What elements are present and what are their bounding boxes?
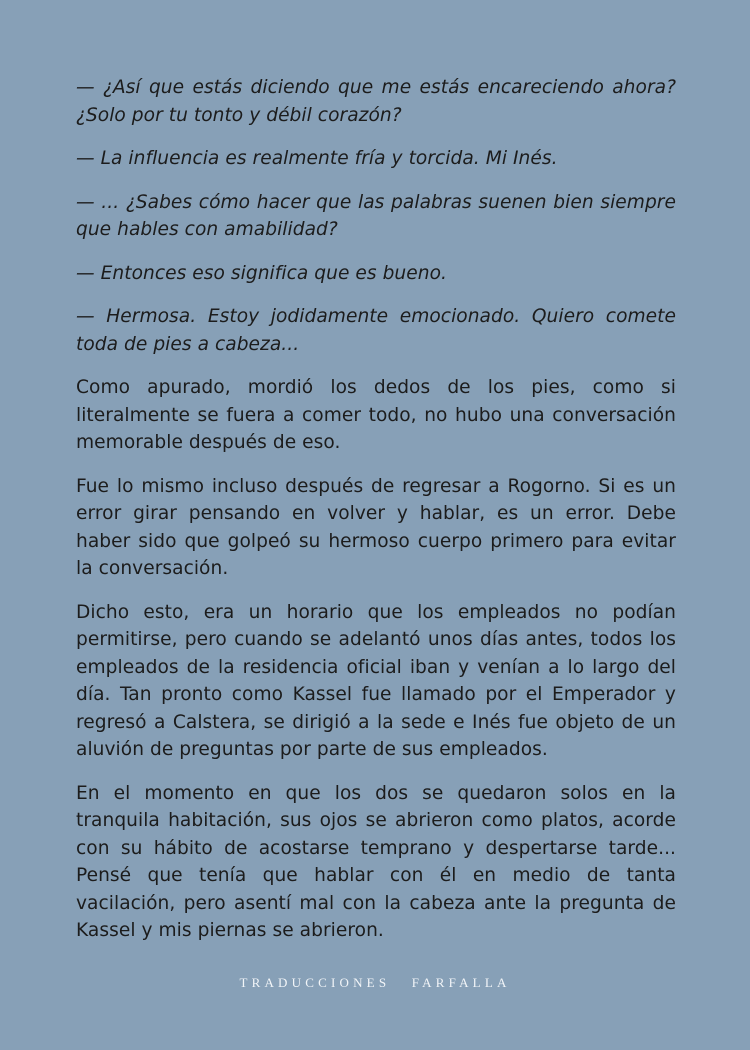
dialogue-paragraph-4: — Entonces eso significa que es bueno.	[76, 262, 447, 284]
narrative-paragraph-1: Como apurado, mordió los dedos de los pies, como si literalmente se fuera a comer todo, no hubo una conversación memorable después de eso.	[76, 377, 676, 453]
dialogue-paragraph-3: — ... ¿Sabes cómo hacer que las palabras suenen bien siempre que hables con amabilidad?	[76, 191, 676, 240]
narrative-paragraph-2: Fue lo mismo incluso después de regresar a Rogorno. Si es un error girar pensando en volver y hablar, es un error. Debe haber sido que golpeó su hermoso cuerpo primero para evitar la conversación.	[76, 475, 676, 579]
dialogue-paragraph-2: — La influencia es realmente fría y torcida. Mi Inés.	[76, 148, 558, 169]
narrative-paragraph-3: Dicho esto, era un horario que los empleados no podían permitirse, pero cuando se adelantó unos días antes, todos los empleados de la residencia oficial iban y venían a lo largo del día. Tan pronto como Kassel fue llamado por el Emperador y regresó a Calstera, se dirigió a la sede e Inés fue objeto de un aluvión de preguntas por parte de sus empleados.	[76, 601, 676, 760]
dialogue-paragraph-5: — Hermosa. Estoy jodidamente emocionado. Quiero cometе toda de pies a cabeza...	[76, 306, 676, 355]
page-body	[76, 74, 676, 961]
footer-credit: TRADUCCIONES FARFALLA	[239, 975, 511, 990]
dialogue-paragraph-1: — ¿Así que estás diciendo que me estás encareciendo ahora? ¿Solo por tu tonto y débil corazón?	[76, 77, 676, 126]
narrative-paragraph-4: En el momento en que los dos se quedaron solos en la tranquila habitación, sus ojos se abrieron como platos, acorde con su hábito de acostarse temprano y despertarse tarde... Pensé que tenía que hablar con él en medio de tanta vacilación, pero asentí mal con la cabeza ante la pregunta de Kassel y mis piernas se abrieron.	[76, 782, 676, 941]
